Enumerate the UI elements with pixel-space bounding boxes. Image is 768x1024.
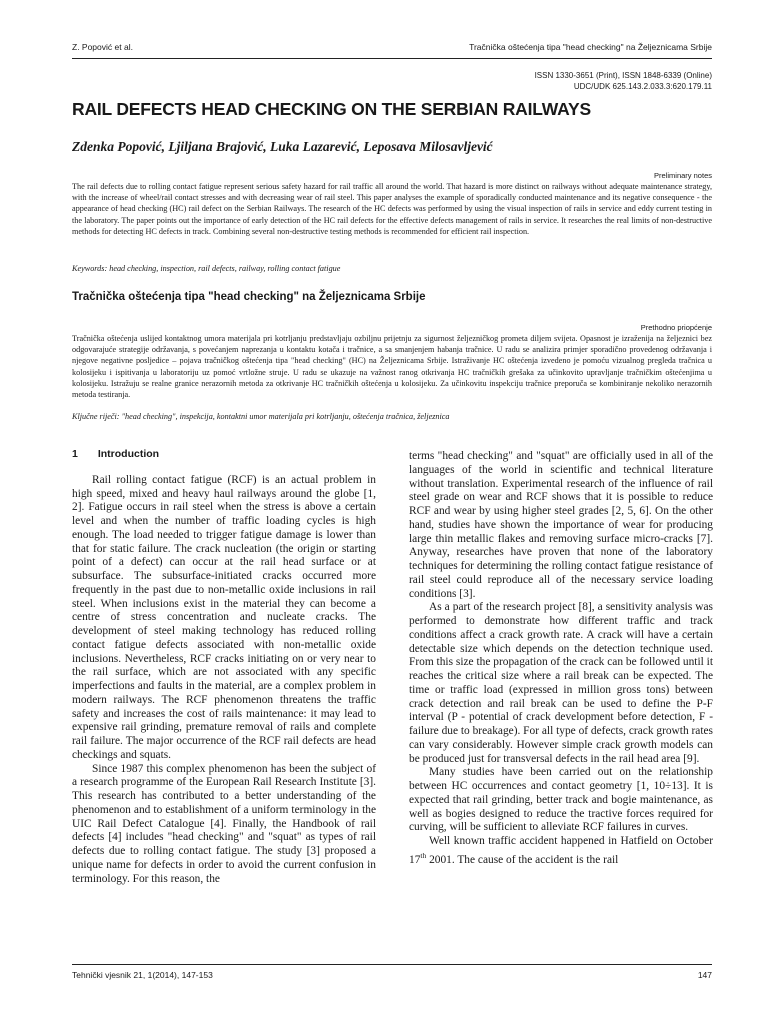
keywords-hr: Ključne riječi: "head checking", inspekcija, kontaktni umor materijala pri kotrljanju, oštećenja tračnica, željeznica xyxy=(72,412,450,421)
abstract-hr: Tračnička oštećenja uslijed kontaktnog umora materijala pri kotrljanju predstavljaju ozbiljnu prijetnju za sigurnost željezničkog prometa diljem svijeta. Opasnost je izraženija na željeznici bez odgovarajuće strategije održavanja, s povećanjem naprezanja u kontaktu kotača i tračnice, a sa smanjenjem habanja tračnice. U radu se analizira primjer sporadično provedenog održavanja i njegove negativne posljedice – pojava tračničkog oštećenja tipa "head checking" (HC) na Željeznicama Srbije. Istraživanje HC oštećenja izvedeno je pomoću vizualnog pregleda tračnica u kolosijeku i ispitivanja u laboratoriju uz pomoć vrtložne struje. U radu se ukazuje na važnost ranog otkrivanja HC tračničkih grešaka za učinkovito upravljanje tračničkim oštećenjima u kolosijeku. Istražuju se realne granice nerazornih metoda za otkrivanje HC tračničkih oštećenja u kolosijeku. Za učinkovitu inspekciju tračnice preporuča se kombiniranje nekoliko nerazornih metoda testiranja. xyxy=(72,334,712,400)
page-number: 147 xyxy=(697,970,712,980)
footer-rule xyxy=(72,964,712,965)
header-rule xyxy=(72,58,712,59)
abstract-en: The rail defects due to rolling contact fatigue represent serious safety hazard for rail traffic all around the world. That hazard is more distinct on railways without adequate maintenance strategy, with the increase of wheel/rail contact stresses and with decreasing wear of rail steel. This paper analyses the example of sporadically conducted maintenance and its negative consequence - the appearance of head checking (HC) rail defect on the Serbian Railways. The research of the HC defects was performed by using the visual inspection of rails in service and eddy current testing in the laboratory. The paper points out the importance of early detection of the HC rail defects for the effective defects management of rails in service. It researches the real limits of non-destructive methods for detecting HC defects in track. Combining several non-destructive testing methods is recommended for efficient rail inspection. xyxy=(72,182,712,236)
header-authors: Z. Popović et al. xyxy=(72,42,133,52)
paragraph: As a part of the research project [8], a sensitivity analysis was performed to demonstrate how different traffic and track conditions affect a crack growth rate. A crack will have a certain detectable size which depends on the detection technique used. From this size the propagation of the crack can be followed until it reaches the critical size where a rail break can be expected. The time or traffic load (expressed in million gross tons) between crack detection and rail break can be used to define the P-F interval (P - potential of crack development before detection, F - failure due to breakage). For all type of defects, crack growth rates can vary considerably. However simple crack growth models can be produced just for transversal defects in the rail head area [9]. xyxy=(409,601,713,765)
paragraph: Many studies have been carried out on the relationship between HC occurrences and contact geometry [1, 10÷13]. It is expected that rail grinding, better track and bogie maintenance, as well as bogies designed to reduce the tractive forces required for curving, will be sufficient to alleviate RCF failures in curves. xyxy=(409,766,713,834)
paper-title: RAIL DEFECTS HEAD CHECKING ON THE SERBIAN RAILWAYS xyxy=(72,99,591,119)
author-list: Zdenka Popović, Ljiljana Brajović, Luka Lazarević, Leposava Milosavljević xyxy=(72,139,493,154)
journal-citation: Tehnički vjesnik 21, 1(2014), 147-153 xyxy=(72,970,213,980)
issn-line: ISSN 1330-3651 (Print), ISSN 1848-6339 (Online) xyxy=(534,71,712,80)
paragraph-text: Well known traffic accident happened in Hatfield on October 17 xyxy=(409,835,713,866)
running-header xyxy=(72,42,712,52)
paragraph xyxy=(409,835,713,867)
left-column xyxy=(72,448,376,886)
issn-block xyxy=(535,70,712,92)
section-heading xyxy=(72,448,376,462)
running-footer xyxy=(72,970,712,980)
udc-line: UDC/UDK 625.143.2.033.3:620.179.11 xyxy=(573,82,712,91)
section-number: 1 xyxy=(72,448,78,460)
croatian-title: Tračnička oštećenja tipa "head checking" na Željeznicama Srbije xyxy=(72,291,426,303)
header-title: Tračnička oštećenja tipa "head checking" na Željeznicama Srbije xyxy=(469,42,712,52)
keywords-en: Keywords: head checking, inspection, rail defects, railway, rolling contact fatigue xyxy=(72,264,341,273)
article-type-hr: Prethodno priopćenje xyxy=(640,323,712,332)
paragraph-text: 2001. The cause of the accident is the rail xyxy=(426,853,619,866)
right-column xyxy=(409,450,713,867)
paragraph: terms "head checking" and "squat" are officially used in all of the languages of the world in scientific and technical literature without translation. Experimental research of the influence of rail steel grade on wear and RCF shows that it is possible to reduce RCF and wear by using higher steel grades [2, 5, 6]. On the other hand, studies have shown the importance of wear for producing large thin metallic flakes and removing surface micro-cracks [7]. Anyway, researches have proven that none of the laboratory techniques for determining the rolling contact fatigue resistance of rail steel could reproduce all of the necessary service loading conditions [3]. xyxy=(409,450,713,600)
superscript: th xyxy=(420,850,427,860)
section-title: Introduction xyxy=(97,448,160,460)
article-type-en: Preliminary notes xyxy=(654,171,712,180)
paragraph: Since 1987 this complex phenomenon has been the subject of a research programme of the European Rail Research Institute [3]. This research has contributed to a better understanding of the phenomenon and to establishment of a uniform terminology in the UIC Rail Defect Catalogue [4]. Finally, the Handbook of rail defects [4] includes "head checking" and "squat" as types of rail defects due to rolling contact fatigue. The study [3] proposed a unique name for defects in order to avoid the current confusion in terminology. For this reason, the xyxy=(72,762,376,885)
paragraph: Rail rolling contact fatigue (RCF) is an actual problem in high speed, mixed and heavy haul railways around the globe [1, 2]. Fatigue occurs in rail steel when the stress is above a certain level and when the number of traffic loading cycles is high enough. The load needed to trigger fatigue damage is lower than that for static failure. The crack nucleation (the origin or starting point of a defect) can occur at the rail head surface or at subsurface. The subsurface-initiated cracks occurred more frequently in the past due to non-metallic oxide inclusions in rail steel. When inclusions exist in the material they can become a centre of stress concentration and nucleate cracks. The development of steel making technology has reduced rolling contact fatigue defects associated with non-metallic oxide inclusions. Nevertheless, RCF cracks initiating on or very near to the rail surface, which are not associated with any specific imperfections and faults in the material, are a complex problem in modern railways. The RCF phenomenon threatens the traffic safety and increases the cost of rails maintenance: it may lead to expensive rail grinding, premature removal of rails and complete rail failure. The major occurrence of the RCF rail defects are head checkings and squats. xyxy=(72,473,376,761)
